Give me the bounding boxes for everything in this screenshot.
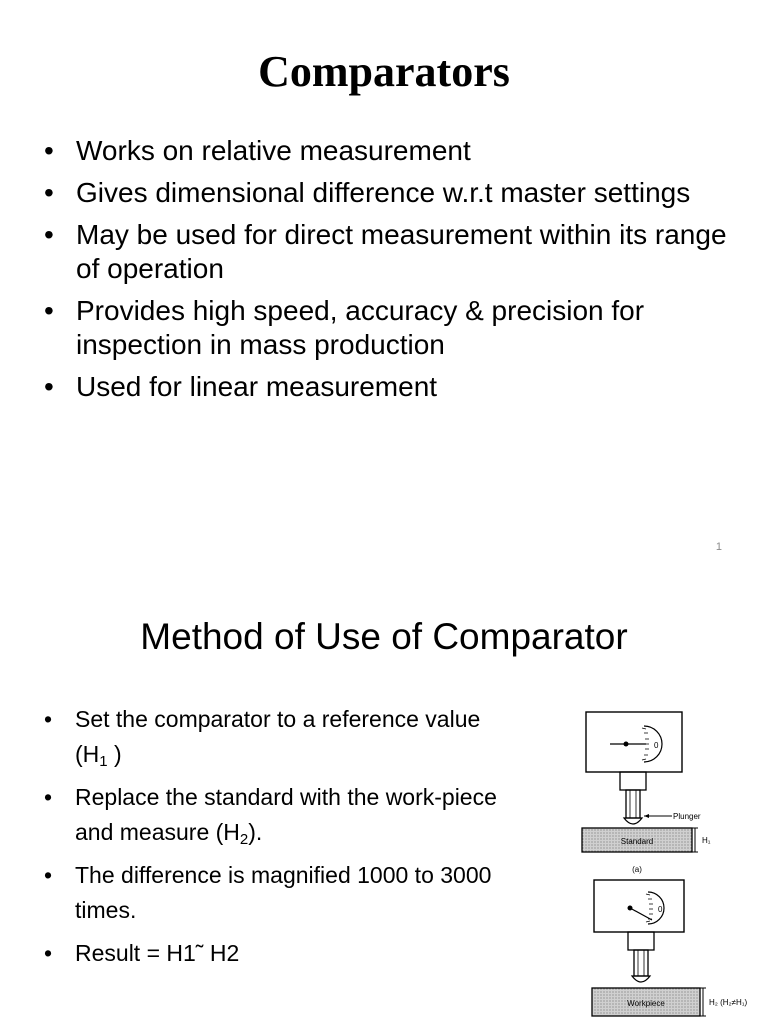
h1-label: H₁ <box>702 836 711 845</box>
plunger-rod <box>626 790 640 818</box>
plunger-label: Plunger <box>673 812 701 821</box>
comparator-b <box>592 880 748 1016</box>
comparator-a <box>582 712 711 874</box>
dial-case <box>586 712 682 772</box>
workpiece-label: Workpiece <box>627 999 665 1008</box>
bullet-item: • Works on relative measurement <box>44 135 471 166</box>
bullet-list <box>44 702 514 979</box>
dial-zero-label: 0 <box>658 905 663 914</box>
bullet-item: • Gives dimensional difference w.r.t master settings <box>44 177 691 208</box>
pointer <box>630 908 652 920</box>
bullet-dot-icon: • <box>44 177 54 208</box>
pointer-pivot <box>624 742 629 747</box>
page-number: 1 <box>715 541 722 553</box>
plunger-tip <box>632 976 650 982</box>
bullet-dot-icon: • <box>44 295 54 326</box>
comparator-diagram <box>570 706 760 1026</box>
dial-zero-label: 0 <box>654 741 659 750</box>
h1-dimension <box>692 828 698 852</box>
bullet-item: • Replace the standard with the work-piece and measure $(H_2)$. <box>44 780 514 850</box>
bullet-item: • Result = H1˜ H2 <box>44 936 514 971</box>
plunger-rod <box>634 950 648 976</box>
standard-label: Standard <box>620 837 654 846</box>
bullet-dot-icon: • <box>44 219 54 250</box>
slide-title: Method of Use of Comparator <box>140 616 628 657</box>
bullet-dot-icon: • <box>44 784 53 810</box>
bullet-item: • Provides high speed, accuracy & precision for inspection in mass production <box>44 295 645 360</box>
bullet-item: • May be used for direct measurement within its range of operation <box>44 219 727 284</box>
stem <box>628 932 654 950</box>
bullet-item: • Set the comparator to a reference value ($H_1$ ) <box>44 702 514 772</box>
bullet-dot-icon: • <box>44 135 54 166</box>
caption-a: (a) <box>632 865 642 874</box>
bullet-dot-icon: • <box>44 371 54 402</box>
h2-label: H₂ (H₂≠H₁) <box>709 998 748 1007</box>
bullet-item: • Used for linear measurement <box>44 371 438 402</box>
stem <box>620 772 646 790</box>
bullet-dot-icon: • <box>44 862 53 888</box>
plunger-tip <box>624 818 642 824</box>
bullet-dot-icon: • <box>44 940 53 966</box>
slide-title: Comparators <box>258 47 510 96</box>
h2-dimension <box>700 988 706 1016</box>
pointer-pivot <box>628 906 633 911</box>
bullet-item: • The difference is magnified 1000 to 3000 times. <box>44 858 514 928</box>
dial-case <box>594 880 684 932</box>
bullet-dot-icon: • <box>44 706 53 732</box>
slide-2 <box>0 566 768 1024</box>
bullet-list <box>40 134 740 412</box>
